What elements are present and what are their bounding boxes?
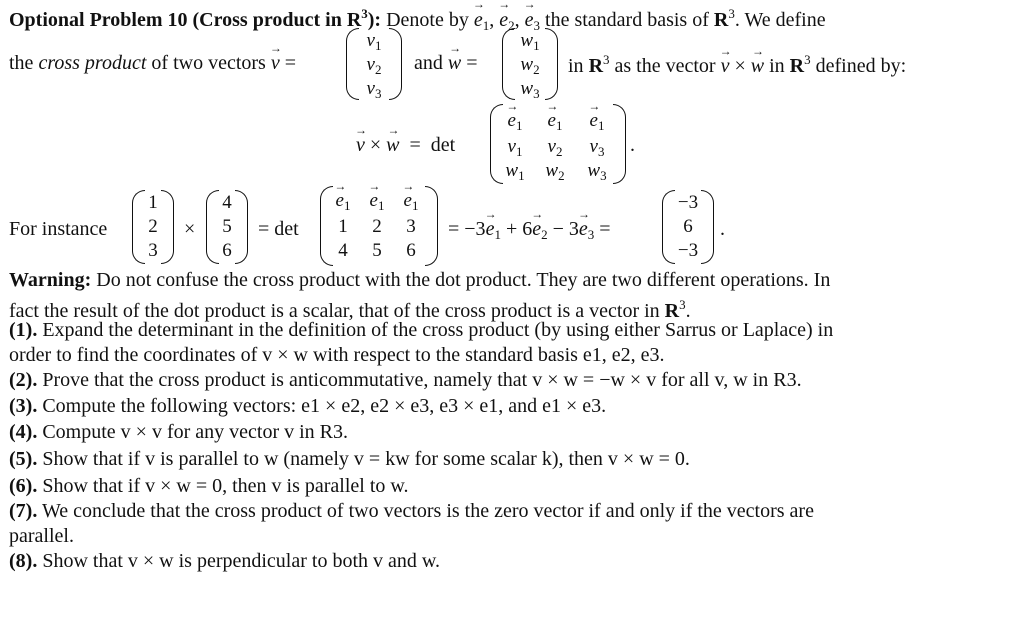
title-define: . We define (734, 9, 826, 31)
item-5-text: Show that if v is parallel to w (namely v = kw for some scalar k), then v × w = 0. (42, 448, 690, 470)
problem-title-line: Optional Problem 10 (Cross product in $R^3$): Denote by → $e_1$, → $e_2$, → $e_3$ the standard basis of $R^3$. We define (9, 2, 826, 38)
title-denote: Denote by (386, 9, 469, 31)
item-6-num: (6). (9, 475, 38, 497)
def-defined-by: defined by: (815, 55, 907, 77)
definition-tail: in $R^3$ as the vector → v × → w in $R^3$ defined by: (568, 52, 906, 78)
item-6 (9, 474, 409, 498)
vector-w-matrix: $w_1$ $w_2$ $w_3$ (502, 28, 558, 100)
item-7-text: We conclude that the cross product of two vectors is the zero vector if and only if the vectors are (41, 500, 814, 522)
m33: 6 (406, 240, 416, 261)
item-8-text: Show that v × w is perpendicular to both v and w. (42, 550, 441, 572)
definition-line: the cross product of two vectors → v = (9, 52, 296, 75)
warning-line-2: fact the result of the dot product is a scalar, that of the cross product is a vector in $R^3$. (9, 297, 691, 322)
title-field: R (346, 9, 362, 31)
title-exp: 3 (361, 6, 368, 21)
item-1 (9, 318, 833, 342)
instance-vector-b (206, 190, 248, 264)
item-2-num: (2). (9, 369, 38, 391)
item-5-num: (5). (9, 448, 38, 470)
def-italic: cross product (38, 52, 147, 74)
item-7-num: (7). (9, 500, 38, 522)
def-and: and (414, 52, 443, 74)
item-1-cont-text: order to find the coordinates of v × w with respect to the standard basis e1, e2, e3. (9, 344, 665, 366)
formula-det: det (430, 134, 456, 156)
r3: −3 (677, 240, 699, 261)
formula-matrix: → $e_1$ → $e_1$ → $e_1$ $v_1$ $v_2$ $v_3$ $w_1$ $w_2$ $w_3$ (490, 104, 626, 184)
b-1: 4 (222, 192, 232, 213)
def-pre: the (9, 52, 34, 74)
m32: 5 (372, 240, 382, 261)
item-4-text: Compute v × v for any vector v in R3. (42, 421, 349, 443)
m23: 3 (406, 216, 416, 237)
item-2-text: Prove that the cross product is anticommutative, namely that v × w = −w × v for all v, w in R3. (42, 369, 802, 391)
def-as-vector: as the vector (614, 55, 716, 77)
instance-vector-a (132, 190, 174, 264)
instance-matrix: → $e_1$ → $e_1$ → $e_1$ 1 2 3 4 5 6 (320, 186, 438, 266)
formula-lhs: → v × → w = det (356, 134, 455, 157)
item-1-text: Expand the determinant in the definition of the cross product (by using either Sarrus or Laplace) in (42, 319, 834, 341)
def-in: in (568, 55, 584, 77)
item-5 (9, 447, 690, 471)
item-3-text: Compute the following vectors: e1 × e2, e2 × e3, e3 × e1, and e1 × e3. (42, 395, 607, 417)
item-3 (9, 394, 606, 418)
b-3: 6 (222, 240, 232, 261)
m31: 4 (338, 240, 348, 261)
r2: 6 (683, 216, 693, 237)
warning-text-2: fact the result of the dot product is a scalar, that of the cross product is a vector in (9, 300, 660, 322)
item-4-num: (4). (9, 421, 38, 443)
item-7 (9, 499, 814, 523)
item-7-cont-text: parallel. (9, 525, 74, 547)
item-4 (9, 420, 348, 444)
m22: 2 (372, 216, 382, 237)
instance-result (662, 190, 714, 264)
problem-title: Optional Problem 10 (Cross product in (9, 9, 342, 31)
vector-v-matrix: $v_1$ $v_2$ $v_3$ (346, 28, 402, 100)
a-2: 2 (148, 216, 158, 237)
m21: 1 (338, 216, 348, 237)
item-7-cont (9, 524, 74, 548)
a-1: 1 (148, 192, 158, 213)
instance-expansion: = $-3\to e_1 + 6\to e_2 - 3\to e_3$ = (448, 218, 611, 243)
item-3-num: (3). (9, 395, 38, 417)
a-3: 3 (148, 240, 158, 261)
item-8 (9, 549, 440, 573)
instance-det: = det (258, 218, 299, 240)
item-1-cont (9, 343, 665, 367)
item-1-num: (1). (9, 319, 38, 341)
and-text: and → w = (414, 52, 478, 75)
warning-text-1: Do not confuse the cross product with the dot product. They are two different operations. In (96, 269, 831, 291)
r1: −3 (677, 192, 699, 213)
warning-label: Warning: (9, 269, 92, 291)
item-2 (9, 368, 802, 392)
def-mid: of two vectors (151, 52, 266, 74)
item-8-num: (8). (9, 550, 38, 572)
b-2: 5 (222, 216, 232, 237)
title-close: ): (367, 9, 382, 31)
warning-line-1 (9, 268, 830, 292)
instance-label: For instance (9, 218, 108, 240)
title-basis-text: the standard basis of (545, 9, 709, 31)
item-6-text: Show that if v × w = 0, then v is parallel to w. (42, 475, 409, 497)
